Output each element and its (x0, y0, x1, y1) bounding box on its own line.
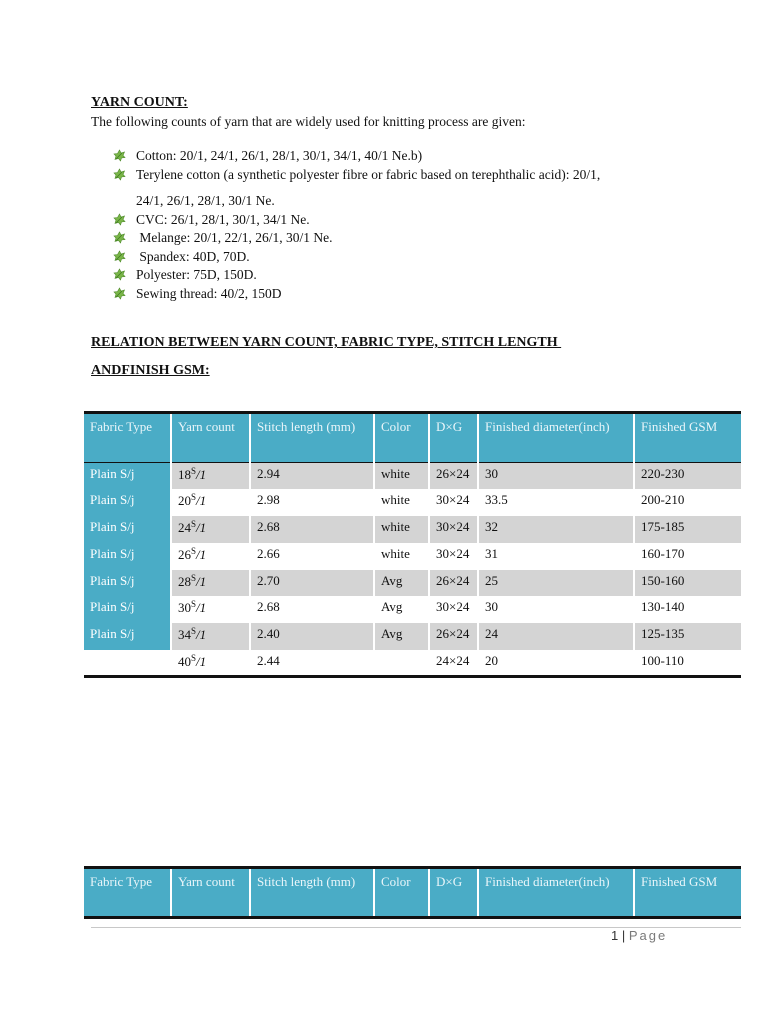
cell-stitch-length: 2.66 (250, 543, 374, 570)
yarn-count-value: 20 (178, 493, 191, 509)
cell-color: white (374, 463, 429, 490)
leaf-bullet-icon (113, 268, 126, 281)
cell-color: Avg (374, 623, 429, 650)
cell-stitch-length: 2.68 (250, 516, 374, 543)
list-item (113, 166, 693, 211)
yarn-count-list (113, 147, 693, 303)
cell-yarn-count (171, 623, 250, 650)
cell-fabric-type: Plain S/j (84, 463, 171, 490)
cell-fabric-type: Plain S/j (84, 570, 171, 597)
page-separator: | (621, 928, 626, 943)
section-heading-relation-continued: ANDFINISH GSM: (91, 363, 210, 378)
cell-finished-diameter: 25 (478, 570, 634, 597)
column-header: Stitch length (mm) (250, 413, 374, 463)
section-heading-yarn-count: YARN COUNT: (91, 95, 188, 110)
cell-color: white (374, 543, 429, 570)
cell-color (374, 650, 429, 677)
list-item-text: Spandex: 40D, 70D. (136, 248, 250, 264)
yarn-relation-table (84, 411, 741, 678)
cell-yarn-count (171, 463, 250, 490)
list-item (113, 147, 693, 166)
cell-finished-diameter: 33.5 (478, 489, 634, 516)
yarn-count-superscript: S (191, 626, 197, 637)
cell-dxg: 26×24 (429, 463, 478, 490)
cell-yarn-count (171, 570, 250, 597)
leaf-bullet-icon (113, 149, 126, 162)
cell-finished-gsm: 220-230 (634, 463, 741, 490)
cell-fabric-type (84, 650, 171, 677)
yarn-count-value: 24 (178, 520, 191, 536)
column-header: D×G (429, 868, 478, 918)
cell-yarn-count (171, 543, 250, 570)
page-label: Page (628, 928, 668, 943)
cell-stitch-length: 2.68 (250, 596, 374, 623)
cell-color: Avg (374, 570, 429, 597)
table-row (84, 463, 741, 490)
table-row (84, 650, 741, 677)
list-item (113, 211, 693, 230)
yarn-count-suffix: /1 (196, 600, 207, 616)
list-item-text: Cotton: 20/1, 24/1, 26/1, 28/1, 30/1, 34/1, 40/1 Ne.b) (136, 148, 423, 163)
yarn-count-value: 34 (178, 627, 191, 643)
cell-finished-diameter: 30 (478, 463, 634, 490)
column-header: Color (374, 413, 429, 463)
yarn-count-suffix: /1 (196, 493, 207, 509)
column-header: D×G (429, 413, 478, 463)
cell-stitch-length: 2.70 (250, 570, 374, 597)
cell-stitch-length: 2.44 (250, 650, 374, 677)
list-item-text: Terylene cotton (a synthetic polyester fibre or fabric based on terephthalic acid): 20/1, (136, 166, 601, 182)
yarn-count-suffix: /1 (196, 573, 207, 589)
cell-color: white (374, 516, 429, 543)
column-header: Yarn count (171, 413, 250, 463)
cell-fabric-type: Plain S/j (84, 543, 171, 570)
intro-paragraph: The following counts of yarn that are widely used for knitting process are given: (91, 114, 526, 129)
cell-dxg: 30×24 (429, 543, 478, 570)
yarn-count-suffix: /1 (196, 520, 207, 536)
cell-dxg: 30×24 (429, 596, 478, 623)
cell-yarn-count (171, 596, 250, 623)
yarn-count-superscript: S (191, 572, 197, 583)
table-row (84, 596, 741, 623)
leaf-bullet-icon (113, 250, 126, 263)
list-item (113, 229, 693, 248)
list-item-text: Melange: 20/1, 22/1, 26/1, 30/1 Ne. (136, 230, 333, 245)
cell-finished-gsm: 100-110 (634, 650, 741, 677)
column-header: Yarn count (171, 868, 250, 918)
cell-finished-diameter: 20 (478, 650, 634, 677)
yarn-count-superscript: S (191, 466, 197, 476)
table-row (84, 516, 741, 543)
column-header: Finished GSM (634, 868, 741, 918)
column-header: Color (374, 868, 429, 918)
cell-finished-gsm: 160-170 (634, 543, 741, 570)
leaf-bullet-icon (113, 231, 126, 244)
yarn-count-value: 18 (178, 467, 191, 482)
yarn-count-superscript: S (191, 519, 197, 530)
cell-finished-diameter: 32 (478, 516, 634, 543)
cell-fabric-type: Plain S/j (84, 516, 171, 543)
column-header: Stitch length (mm) (250, 868, 374, 918)
leaf-bullet-icon (113, 287, 126, 300)
list-item (113, 266, 693, 285)
list-item (113, 285, 693, 304)
cell-dxg: 26×24 (429, 623, 478, 650)
cell-dxg: 26×24 (429, 570, 478, 597)
cell-fabric-type: Plain S/j (84, 623, 171, 650)
yarn-count-value: 30 (178, 600, 191, 616)
cell-finished-gsm: 175-185 (634, 516, 741, 543)
cell-yarn-count (171, 516, 250, 543)
yarn-count-value: 26 (178, 546, 191, 562)
yarn-relation-table-repeated-header (84, 866, 741, 919)
cell-dxg: 30×24 (429, 516, 478, 543)
cell-finished-diameter: 31 (478, 543, 634, 570)
column-header: Fabric Type (90, 419, 153, 434)
page-number-footer (611, 928, 667, 943)
cell-yarn-count (171, 650, 250, 677)
yarn-count-value: 40 (178, 654, 191, 670)
yarn-count-suffix: /1 (196, 654, 207, 670)
yarn-count-suffix: /1 (196, 546, 207, 562)
cell-finished-gsm: 130-140 (634, 596, 741, 623)
column-header: Finished diameter(inch) (478, 868, 634, 918)
yarn-count-superscript: S (191, 653, 197, 664)
table-row (84, 543, 741, 570)
page-number: 1 (611, 928, 619, 943)
list-item-text: CVC: 26/1, 28/1, 30/1, 34/1 Ne. (136, 211, 310, 227)
table-row (84, 489, 741, 516)
yarn-count-superscript: S (191, 545, 197, 556)
cell-dxg: 30×24 (429, 489, 478, 516)
list-item-text: Sewing thread: 40/2, 150D (136, 285, 282, 301)
column-header: Fabric Type (90, 874, 153, 889)
cell-finished-gsm: 150-160 (634, 570, 741, 597)
cell-fabric-type: Plain S/j (84, 596, 171, 623)
yarn-count-superscript: S (191, 492, 197, 503)
list-item-text-continued: 24/1, 26/1, 28/1, 30/1 Ne. (136, 193, 275, 208)
cell-stitch-length: 2.40 (250, 623, 374, 650)
yarn-count-suffix: /1 (196, 467, 207, 482)
cell-finished-gsm: 200-210 (634, 489, 741, 516)
column-header: Finished diameter(inch) (478, 413, 634, 463)
cell-stitch-length: 2.94 (250, 463, 374, 490)
list-item-text: Polyester: 75D, 150D. (136, 267, 257, 282)
cell-finished-diameter: 30 (478, 596, 634, 623)
table-header-row (84, 413, 741, 463)
cell-stitch-length: 2.98 (250, 489, 374, 516)
cell-color: Avg (374, 596, 429, 623)
cell-finished-diameter: 24 (478, 623, 634, 650)
cell-dxg: 24×24 (429, 650, 478, 677)
column-header: Finished GSM (634, 413, 741, 463)
cell-fabric-type: Plain S/j (84, 489, 171, 516)
yarn-count-value: 28 (178, 573, 191, 589)
table-row (84, 570, 741, 597)
yarn-count-superscript: S (191, 599, 197, 610)
cell-finished-gsm: 125-135 (634, 623, 741, 650)
yarn-count-suffix: /1 (196, 627, 207, 643)
cell-color: white (374, 489, 429, 516)
list-item (113, 248, 693, 267)
section-heading-relation: RELATION BETWEEN YARN COUNT, FABRIC TYPE, STITCH LENGTH (91, 335, 562, 350)
leaf-bullet-icon (113, 168, 126, 181)
leaf-bullet-icon (113, 213, 126, 226)
table-header-row (84, 868, 741, 918)
cell-yarn-count (171, 489, 250, 516)
table-row (84, 623, 741, 650)
